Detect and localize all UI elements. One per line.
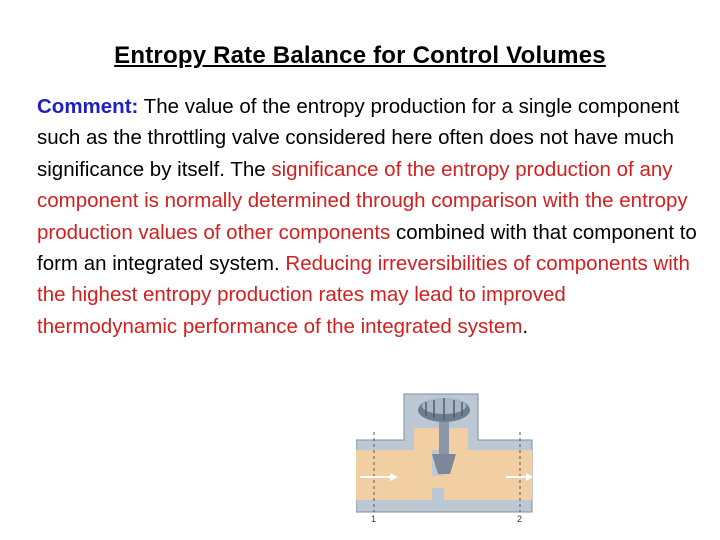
- comment-emphasis-2: Reducing irreversibilities of components with the highest entropy production rates may lead to improved thermodynamic performance of the integrated system: [37, 252, 690, 338]
- comment-text-3: .: [522, 314, 529, 338]
- comment-emphasis-1: significance of the entropy production of any component is normally determined through comparison with the entropy production values of other components: [37, 157, 688, 244]
- slide-title: Entropy Rate Balance for Control Volumes: [114, 42, 606, 69]
- throttling-valve-figure: [356, 388, 706, 528]
- comment-paragraph: [37, 91, 707, 342]
- comment-text-2: combined with that component to form an integrated system.: [37, 220, 697, 276]
- valve-seat: [432, 488, 444, 500]
- state-2-label: 2: [517, 514, 523, 524]
- comment-text-1: The value of the entropy production for a single component such as the throttling valve considered here often does not have much significance by itself. The: [37, 95, 680, 181]
- comment-label: Comment:: [37, 95, 139, 118]
- state-1-label: 1: [371, 514, 377, 524]
